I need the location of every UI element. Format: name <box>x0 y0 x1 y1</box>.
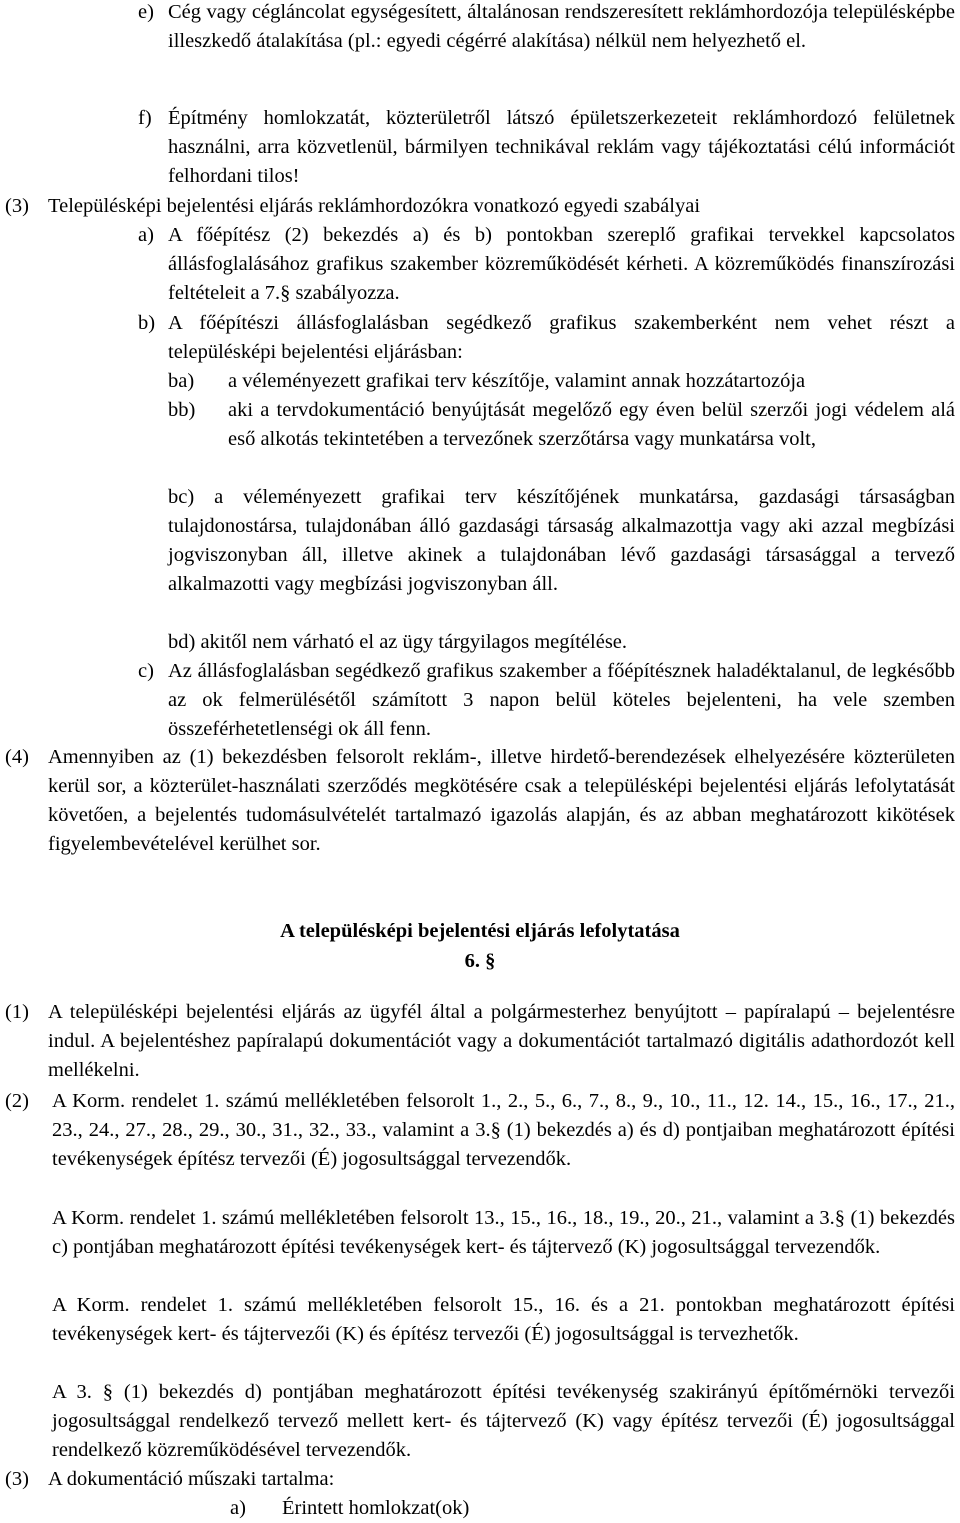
s6-para-2-text-1: A Korm. rendelet 1. számú mellékletében felsorolt 1., 2., 5., 6., 7., 8., 9., 10., 11., 12. 14., 15., 16., 17., 21., 23., 24., 27., 28., 29., 30., 31., 32., 33., valamint a 3.§ (1) bekezdés a) és d) pontjaiban meghatározott építési tevékenységek építész tervezői (É) jogosultsággal tervezendők. <box>52 1090 955 1170</box>
item-e-text: Cég vagy cégláncolat egységesített, általánosan rendszeresített reklámhordozója településképbe illeszkedő átalakítása (pl.: egyedi cégérré alakítása) nélkül nem helyezhető el. <box>168 1 955 52</box>
para-3-a-label: a) <box>138 224 154 246</box>
s6-para-2-label: (2) <box>5 1090 29 1112</box>
para-3-bc <box>168 483 955 599</box>
s6-para-3-a-text: Érintett homlokzat(ok) <box>282 1497 470 1519</box>
para-4-text: Amennyiben az (1) bekezdésben felsorolt reklám-, illetve hirdető-berendezések elhelyezésére közterületen kerül sor, a közterület-használati szerződés megkötésére csak a településképi bejelentési eljárás lefolytatását követően, a bejelentés tudomásulvételét tartalmazó igazolás alapján, és az abban meghatározott kikötések figyelembevételével kerülhet sor. <box>48 746 955 855</box>
s6-para-3-a-label: a) <box>230 1497 246 1519</box>
s6-para-2-text-3: A Korm. rendelet 1. számú mellékletében felsorolt 15., 16. és a 21. pontokban meghatározott építési tevékenységek kert- és tájtervezői (K) és építész tervezői (É) jogosultsággal is tervezhetők. <box>52 1294 955 1345</box>
para-3-a-text: A főépítész (2) bekezdés a) és b) pontokban szereplő grafikai tervekkel kapcsolatos állásfoglalásához grafikus szakember közreműködését kérheti. A közreműködés finanszírozási feltételeit a 7.§ szabályozza. <box>168 224 955 304</box>
para-3-bb-label: bb) <box>168 399 196 421</box>
section-heading: A településképi bejelentési eljárás lefolytatása <box>280 920 680 942</box>
para-4-label: (4) <box>5 746 29 768</box>
para-3-bd-text: akitől nem várható el az ügy tárgyilagos megítélése. <box>200 631 628 653</box>
s6-para-2-text-4: A 3. § (1) bekezdés d) pontjában meghatározott építési tevékenység szakirányú építőmérnöki tervezői jogosultsággal rendelkező tervező mellett kert- és tájtervező (K) vagy építész tervezői (É) jogosultsággal rendelkező közreműködésével tervezendők. <box>52 1381 955 1461</box>
para-3-c-label: c) <box>138 660 154 682</box>
item-f-text: Építmény homlokzatát, közterületről látszó épületszerkezeteit reklámhordozó felületnek használni, arra közvetlenül, bármilyen technikával reklám vagy tájékoztatási célú információt felhordani tilos! <box>168 107 955 187</box>
para-3-b-label: b) <box>138 312 156 334</box>
s6-para-2-text-2: A Korm. rendelet 1. számú mellékletében felsorolt 13., 15., 16., 18., 19., 20., 21., valamint a 3.§ (1) bekezdés c) pontjában meghatározott építési tevékenységek kert- és tájtervező (K) jogosultsággal tervezendők. <box>52 1207 955 1258</box>
item-f-label: f) <box>138 107 152 129</box>
para-3-text: Településképi bejelentési eljárás reklámhordozókra vonatkozó egyedi szabályai <box>48 195 701 217</box>
para-3-bd-label: bd) <box>168 631 196 653</box>
s6-para-3-label: (3) <box>5 1468 29 1490</box>
section-number: 6. § <box>464 950 496 972</box>
para-3-c-text: Az állásfoglalásban segédkező grafikus szakember a főépítésznek haladéktalanul, de legkésőbb az ok felmerülésétől számított 3 napon belül köteles bejelenteni, ha vele szemben összeférhetetlenségi ok áll fenn. <box>168 660 955 740</box>
para-3-bc-text: a véleményezett grafikai terv készítőjének munkatársa, gazdasági társaságban tulajdonostársa, tulajdonában álló gazdasági társaság alkalmazottja vagy aki azzal megbízási jogviszonyban áll, illetve akinek a tulajdonában lévő gazdasági társasággal a tervező alkalmazotti vagy megbízási jogviszonyban áll. <box>168 486 956 595</box>
para-3-label: (3) <box>5 195 29 217</box>
para-3-bd <box>168 628 955 657</box>
para-3-bc-label: bc) <box>168 486 195 508</box>
item-e-label: e) <box>138 1 154 23</box>
para-3-ba-text: a véleményezett grafikai terv készítője, valamint annak hozzátartozója <box>228 370 806 392</box>
s6-para-1-label: (1) <box>5 1001 29 1023</box>
para-3-b-text: A főépítészi állásfoglalásban segédkező grafikus szakemberként nem vehet részt a településképi bejelentési eljárásban: <box>168 312 955 363</box>
s6-para-1-text: A településképi bejelentési eljárás az ügyfél által a polgármesterhez benyújtott – papíralapú – bejelentésre indul. A bejelentéshez papíralapú dokumentációt vagy a dokumentációt tartalmazó digitális adathordozót kell mellékelni. <box>48 1001 955 1081</box>
s6-para-3-text: A dokumentáció műszaki tartalma: <box>48 1468 335 1490</box>
para-3-ba-label: ba) <box>168 370 195 392</box>
para-3-bb-text: aki a tervdokumentáció benyújtását megelőző egy éven belül szerzői jogi védelem alá eső alkotás tekintetében a tervezőnek szerzőtársa vagy munkatársa volt, <box>228 399 955 450</box>
